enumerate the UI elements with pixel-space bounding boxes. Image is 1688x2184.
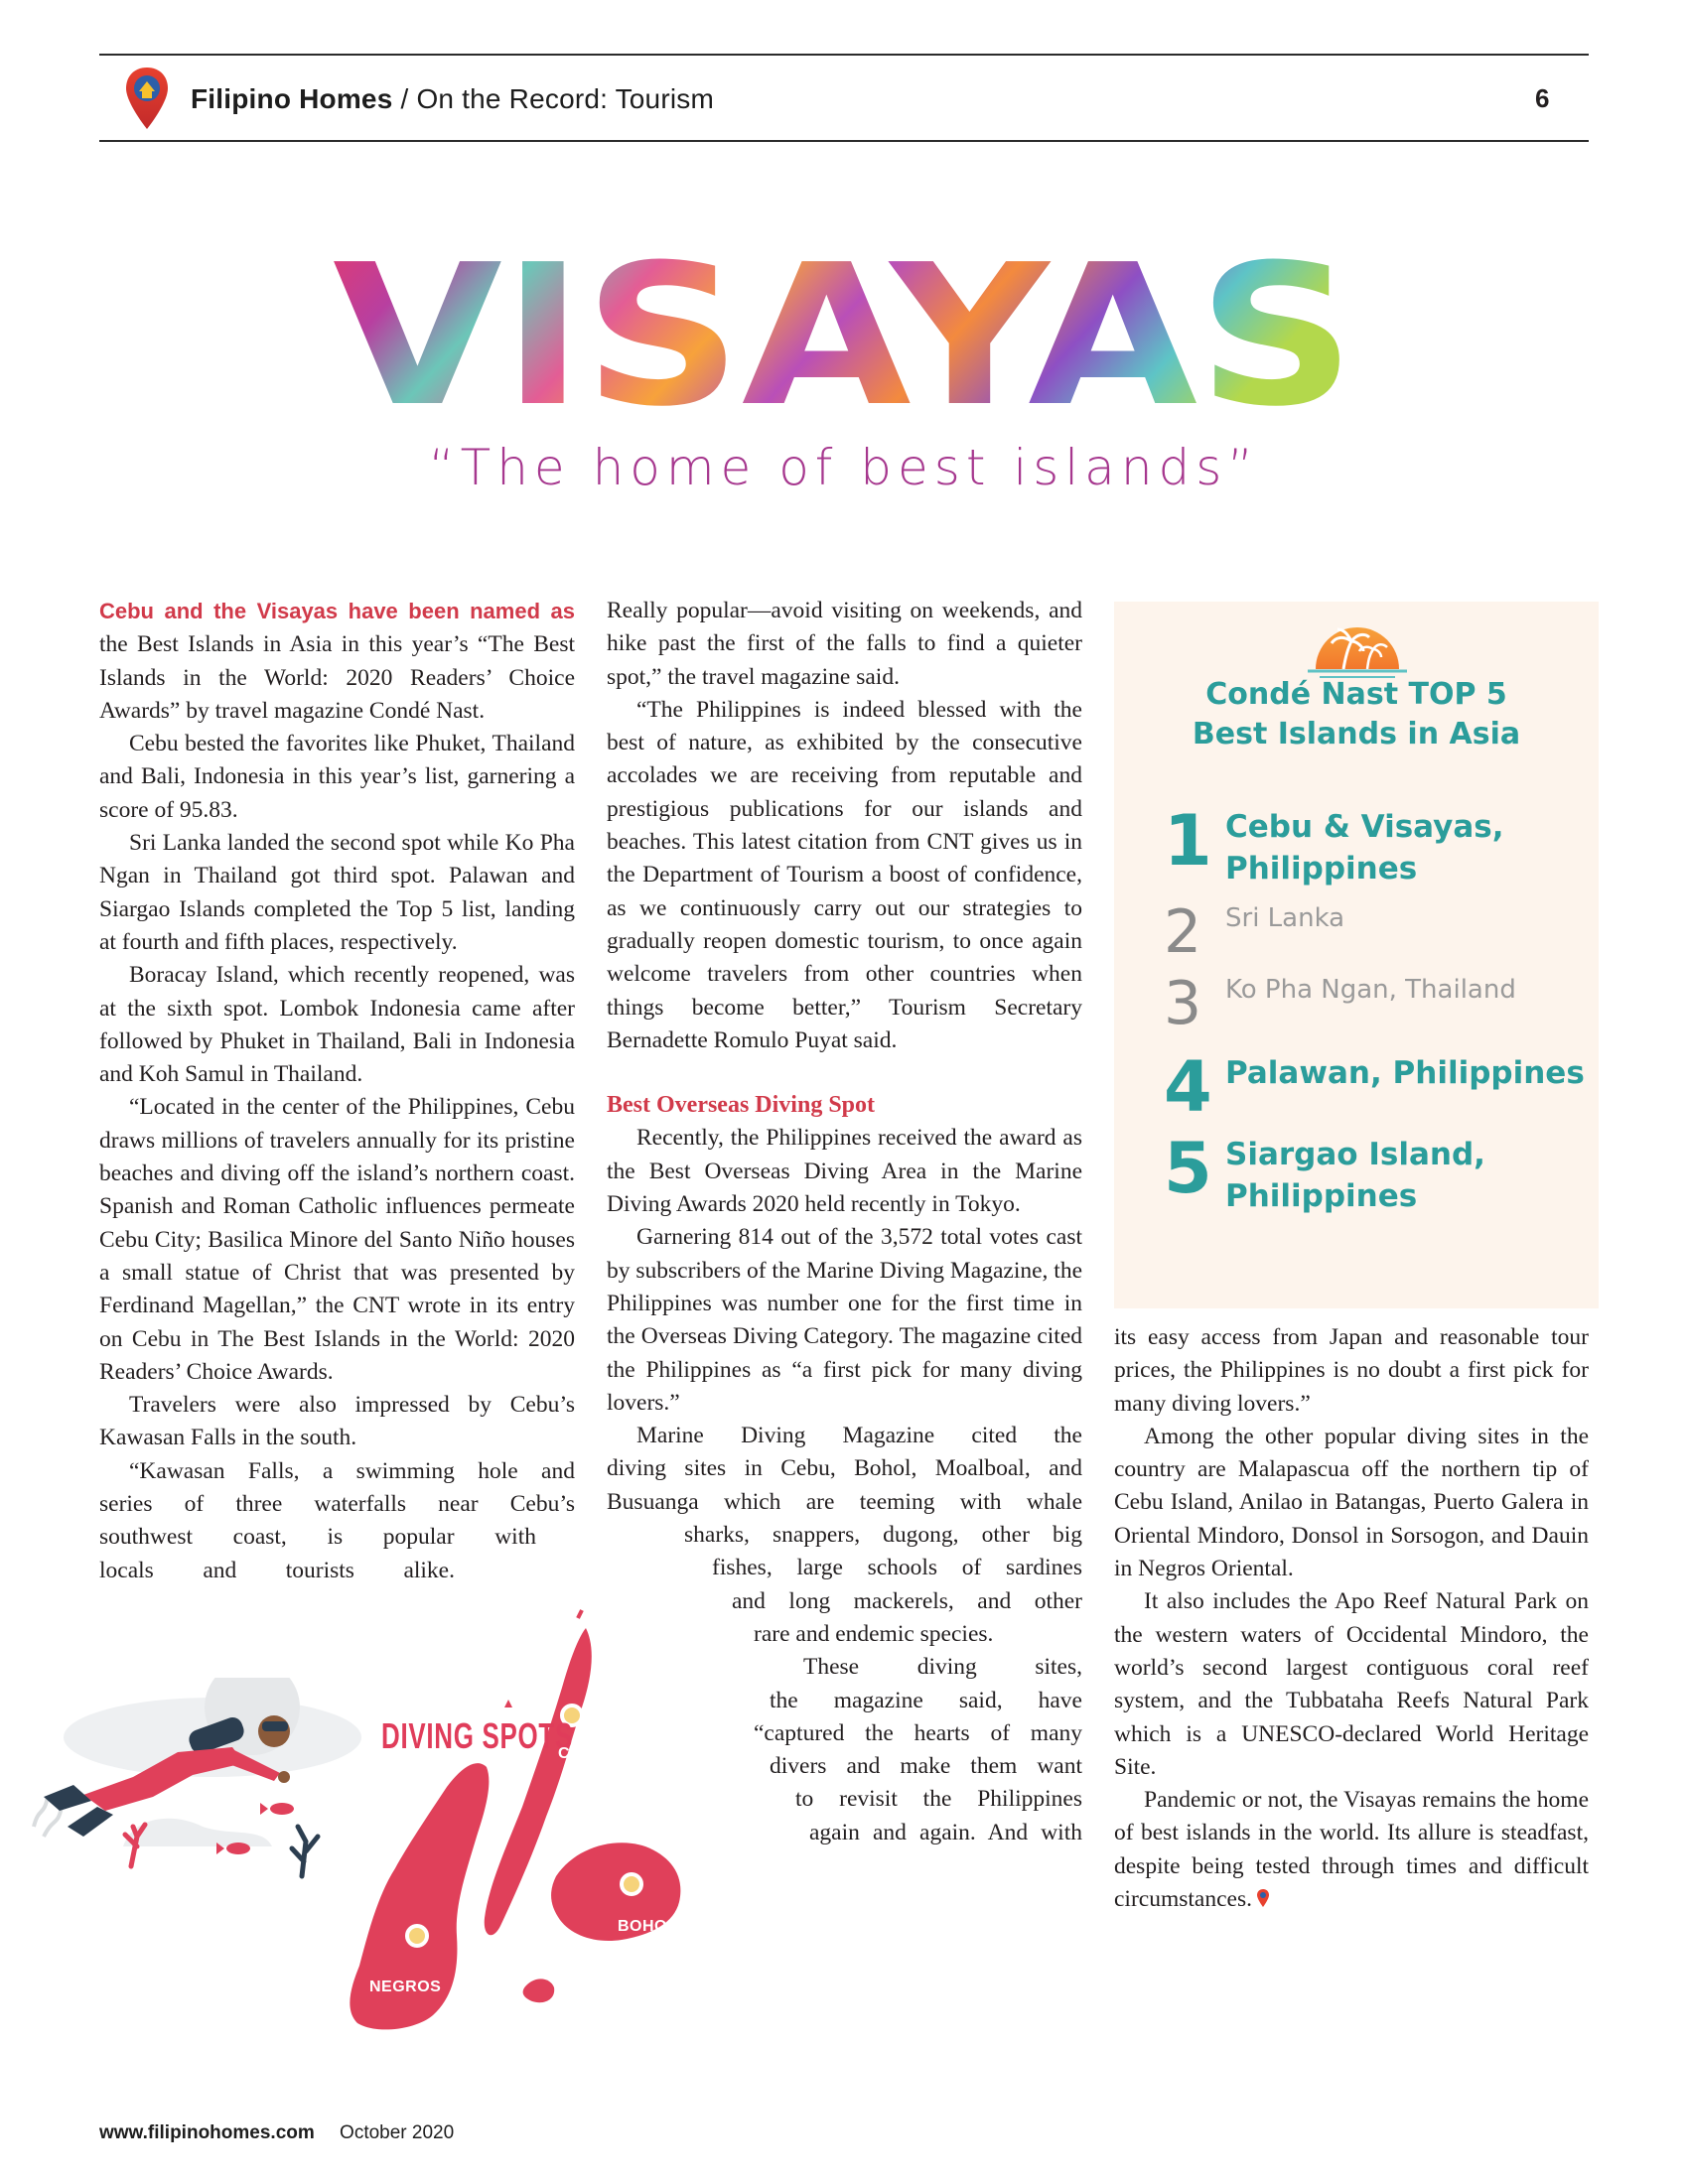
footer-date: October 2020 [340, 2122, 455, 2143]
page-title [328, 236, 1360, 425]
paragraph: Among the other popular diving sites in the country are Malapascua off the northern tip of Cebu Island, Anilao in Batangas, Puerto Galera in Oriental Mindoro, Donsol in Sorsogon, and Dauin in Negros Oriental. [1114, 1423, 1589, 1582]
rank-name: Sri Lanka [1225, 903, 1345, 933]
paragraph: Sri Lanka landed the second spot while Ko Pha Ngan in Thailand got third spot. Palawan and Siargao Islands completed the Top 5 list, landing at fourth and fifth places, respectively. [99, 830, 575, 955]
text-line: Marine Diving Magazine cited the [636, 1423, 1082, 1449]
rank-number: 2 [1164, 897, 1202, 967]
text-line: southwest coast, is popular with [99, 1524, 536, 1551]
paragraph [1114, 1784, 1589, 1916]
rank-name-line2: Philippines [1225, 1178, 1418, 1214]
text-line: locals and tourists alike. [99, 1557, 455, 1583]
text-line: sharks, snappers, dugong, other big [684, 1522, 1082, 1549]
paragraph-kawasan [99, 1455, 575, 1587]
text-line: These diving sites, [803, 1654, 1082, 1681]
text-line: and long mackerels, and other [732, 1587, 1082, 1614]
brand-name: Filipino Homes [191, 83, 393, 114]
title-text: VISAYAS [333, 236, 1355, 425]
end-mark-pin-icon [1256, 1888, 1270, 1908]
rank-number: 1 [1164, 800, 1212, 882]
map-label-negros: NEGROS [369, 1979, 442, 1995]
header-bottom-rule [99, 140, 1589, 142]
paragraph: Garnering 814 out of the 3,572 total votes cast by subscribers of the Marine Diving Magazine, the Philippines was number one for the first time in the Overseas Diving Category. The magazine cited the Philippines as “a first pick for many diving lovers.” [607, 1224, 1083, 1416]
rank-number: 4 [1164, 1046, 1212, 1128]
paragraph [99, 595, 575, 728]
rank-number: 3 [1164, 969, 1202, 1038]
rank-name: Ko Pha Ngan, Thailand [1225, 975, 1516, 1005]
rank-name [1225, 806, 1504, 889]
map-label-cebu: CEBU [558, 1745, 606, 1762]
lead-rest: the Best Islands in Asia in this year’s “The Best Islands in the World: 2020 Readers’ Choice Awards” by travel magazine Condé Nast. [99, 631, 575, 724]
text-line: the magazine said, have [770, 1687, 1082, 1713]
visayas-map-illustration [338, 1608, 765, 2065]
article-column-3 [1114, 1321, 1589, 1916]
paragraph: It also includes the Apo Reef Natural Park on the western waters of Occidental Mindoro, the world’s second largest contiguous coral reef system, and the Tubbataha Reefs Natural Park which is a UNESCO-declared World Heritage Site. [1114, 1588, 1589, 1780]
paragraph: Cebu bested the favorites like Phuket, Thailand and Bali, Indonesia in this year’s list, garnering a score of 95.83. [99, 731, 575, 823]
diving-spots-label: DIVING SPOTS [381, 1715, 573, 1756]
map-label-bohol: BOHOL [618, 1918, 678, 1935]
page-subtitle: “The home of best islands” [428, 439, 1260, 496]
header-title [191, 83, 714, 115]
rank-name [1225, 1134, 1485, 1217]
location-pin-logo-icon [123, 66, 171, 133]
lead-text: Cebu and the Visayas have been named as [99, 599, 575, 623]
paragraph: Boracay Island, which recently reopened, was at the sixth spot. Lombok Indonesia came after followed by Phuket in Thailand, Bali in Indonesia and Koh Samul in Thailand. [99, 962, 575, 1088]
paragraph: its easy access from Japan and reasonable tour prices, the Philippines is no doubt a first pick for many diving lovers.” [1114, 1324, 1589, 1417]
article-column-1 [99, 595, 575, 1587]
footer-url[interactable]: www.filipinohomes.com [99, 2122, 315, 2143]
sidebox-title-line1: Condé Nast TOP 5 [1205, 677, 1507, 712]
text-line: to revisit the Philippines [795, 1786, 1082, 1813]
paragraph: “Located in the center of the Philippines, Cebu draws millions of travelers annually for its pristine beaches and diving off the island’s northern coast. Spanish and Roman Catholic influences permeate Cebu City; Basilica Minore del Santo Niño houses a small statue of Christ that was presented by Ferdinand Magellan,” the CNT wrote in its entry on Cebu in The Best Islands in the World: 2020 Readers’ Choice Awards. [99, 1094, 575, 1385]
text-line: divers and make them want [770, 1753, 1082, 1780]
text-line: again and again. And with [809, 1819, 1082, 1845]
section-subheading: Best Overseas Diving Spot [607, 1092, 875, 1119]
closing-text: Pandemic or not, the Visayas remains the home of best islands in the world. Its allure is steadfast, despite being tested through times and difficult circumstances. [1114, 1787, 1589, 1913]
section-name: On the Record: Tourism [416, 83, 714, 114]
text-line: diving sites in Cebu, Bohol, Moalboal, and [607, 1455, 1082, 1482]
header-separator: / [392, 83, 417, 114]
paragraph: Really popular—avoid visiting on weekends, and hike past the first of the falls to find a quieter spot,” the travel magazine said. [607, 598, 1082, 690]
text-line: series of three waterfalls near Cebu’s [99, 1491, 575, 1518]
rank-name: Palawan, Philippines [1225, 1055, 1585, 1091]
paragraph: Travelers were also impressed by Cebu’s Kawasan Falls in the south. [99, 1392, 575, 1451]
paragraph: “The Philippines is indeed blessed with the best of nature, as exhibited by the consecutive accolades we are receiving from reputable and prestigious publications for our islands and beaches. This latest citation from CNT gives us in the Department of Tourism a boost of confidence, as we continuously carry out our strategies to gradually reopen domestic tourism, to once again welcome travelers from other countries when things become better,” Tourism Secretary Bernadette Romulo Puyat said. [607, 696, 1082, 1053]
page-footer [99, 2122, 454, 2144]
text-line: “Kawasan Falls, a swimming hole and [129, 1457, 575, 1484]
header-top-rule [99, 54, 1589, 56]
text-line: “captured the hearts of many [754, 1719, 1082, 1746]
text-line: rare and endemic species. [754, 1620, 994, 1647]
rank-name-line1: Siargao Island, [1225, 1137, 1485, 1172]
top5-sidebox [1114, 602, 1599, 1308]
sidebox-title [1114, 675, 1599, 754]
rank-name-line1: Cebu & Visayas, [1225, 809, 1504, 845]
rank-number: 5 [1164, 1128, 1212, 1209]
paragraph: Recently, the Philippines received the award as the Best Overseas Diving Area in the Marine Diving Awards 2020 held recently in Tokyo. [607, 1125, 1082, 1218]
diver-illustration [14, 1678, 381, 1886]
text-line: Busuanga which are teeming with whale [607, 1488, 1082, 1515]
text-line: fishes, large schools of sardines [712, 1555, 1082, 1581]
rank-name-line2: Philippines [1225, 851, 1418, 887]
page-number: 6 [1535, 83, 1550, 113]
sidebox-title-line2: Best Islands in Asia [1192, 717, 1521, 751]
